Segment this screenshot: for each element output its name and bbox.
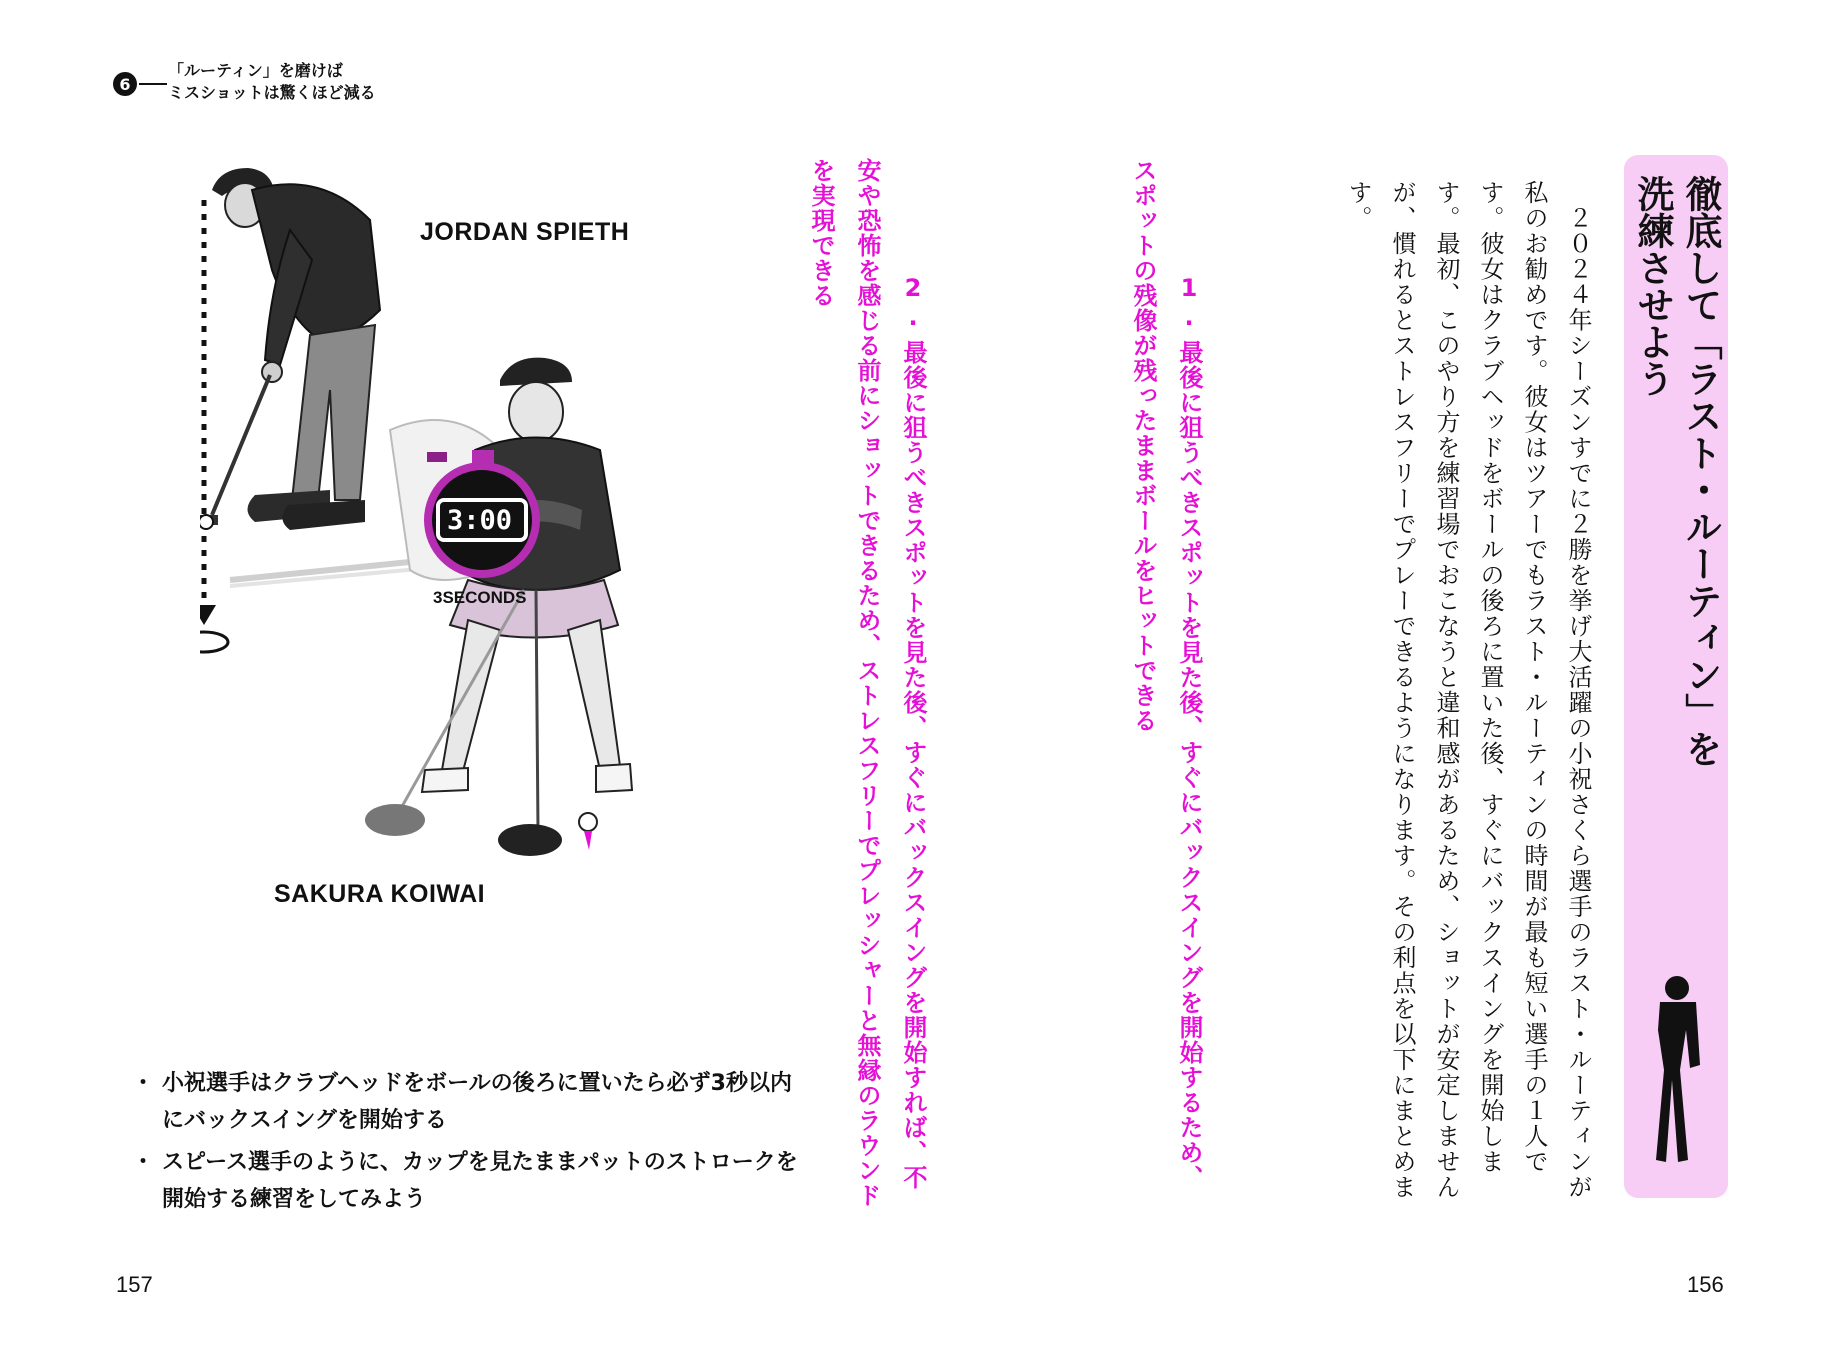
cup-hole <box>200 632 228 652</box>
body-paragraph: ２０２４年シーズンすでに２勝を挙げ大活躍の小祝さくら選手のラスト・ルーティンが私のお勧めです。彼女はツアーでもラスト・ルーティンの時間が最も短い選手の１人です。彼女はクラブヘッドをボールの後ろに置いた後、すぐにバックスイングを開始します。最初、このやり方を練習場でおこなうと違和感があるため、ショットが安定しませんが、慣れるとストレスフリーでプレーできるようになります。その利点を以下にまとめます。 <box>1344 180 1592 1200</box>
tip-number: 2. <box>899 274 927 332</box>
page-number-left: 157 <box>116 1272 153 1297</box>
timer-caption: 3SECONDS <box>433 588 527 607</box>
label-jordan-spieth: JORDAN SPIETH <box>420 218 630 246</box>
bullet-item: ・ スピース選手のように、カップを見たままパットのストロークを開始する練習をしてみよう <box>142 1144 802 1218</box>
left-bullet-list <box>142 1065 802 1223</box>
jordan-spieth-figure <box>200 168 380 530</box>
header-title-line2: ミスショットは驚くほど減る <box>168 83 376 102</box>
golfer-silhouette-icon <box>1650 970 1705 1170</box>
chapter-number-badge: 6 <box>113 72 137 96</box>
tip-item <box>1074 158 1258 1208</box>
tip-text: 最後に狙うべきスポットを見た後、すぐにバックスイングを開始するため、スポットの残像が残ったままボールをヒットできる <box>1129 158 1203 1190</box>
tip-number: 1. <box>1175 274 1203 332</box>
page-number-right: 156 <box>1687 1272 1724 1297</box>
bullet-item: ・ 小祝選手はクラブヘッドをボールの後ろに置いたら必ず3秒以内にバックスイングを開始する <box>142 1065 802 1139</box>
timer-display: 3:00 <box>446 505 513 536</box>
tips-list <box>807 158 1350 1208</box>
tip-text: 最後に狙うべきスポットを見た後、すぐにバックスイングを開始すれば、不安や恐怖を感じる前にショットできるため、ストレスフリーでプレッシャーと無縁のラウンドを実現できる <box>807 158 927 1208</box>
header-rule <box>139 83 167 85</box>
tip-item <box>752 158 982 1208</box>
label-sakura-koiwai: SAKURA KOIWAI <box>274 880 486 908</box>
header-title-line1: 「ルーティン」を磨けば <box>168 61 343 80</box>
section-title: 徹底して「ラスト・ルーティン」を洗練させよう <box>1631 175 1722 767</box>
